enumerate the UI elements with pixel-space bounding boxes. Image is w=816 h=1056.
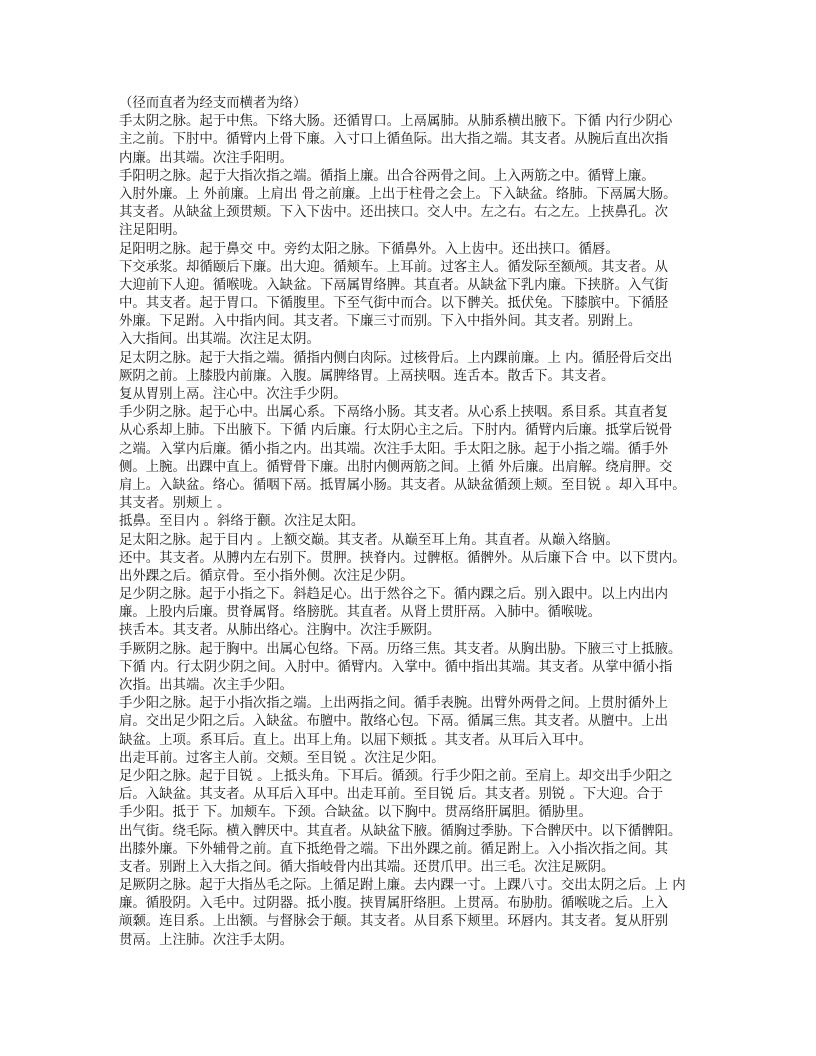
document-subtitle: （径而直者为经支而横者为络） bbox=[119, 96, 307, 111]
text-line: 足少阴之脉。起于小指之下。斜趋足心。出于然谷之下。循内踝之后。别入跟中。以上内出内 bbox=[119, 587, 669, 603]
text-line: 其支者。从缺盆上颈贯颊。下入下齿中。还出挟口。交人中。左之右。右之左。上挟鼻孔。次 bbox=[119, 205, 669, 221]
text-line: 足厥阴之脉。起于大指丛毛之际。上循足跗上廉。去内踝一寸。上踝八寸。交出太阴之后。上 内 bbox=[119, 878, 686, 894]
text-line: 次指。出其端。次主手少阳。 bbox=[119, 678, 294, 693]
text-line: 出气街。绕毛际。横入髀厌中。其直者。从缺盆下腋。循胸过季胁。下合髀厌中。以下循髀阳。 bbox=[119, 823, 682, 839]
text-line: 支者。别跗上入大指之间。循大指岐骨内出其端。还贯爪甲。出三毛。次注足厥阴。 bbox=[119, 859, 615, 875]
text-line: 注足阳明。 bbox=[119, 223, 186, 239]
document-page bbox=[119, 95, 709, 950]
text-line: 内廉。出其端。次注手阳明。 bbox=[119, 150, 294, 166]
text-line: 廉。上股内后廉。贯脊属肾。络膀胱。其直者。从肾上贯肝鬲。入肺中。循喉咙。 bbox=[119, 605, 602, 621]
text-line: 手少阳。抵于 下。加颊车。下颈。合缺盆。以下胸中。贯鬲络肝属胆。循胁里。 bbox=[119, 805, 592, 821]
text-line: 从心系却上肺。下出腋下。下循 内后廉。行太阴心主之后。下肘内。循臂内后廉。抵掌后锐骨 bbox=[119, 423, 673, 439]
text-line: 足阳明之脉。起于鼻交 中。旁约太阳之脉。下循鼻外。入上齿中。还出挟口。循唇。 bbox=[119, 241, 619, 257]
text-line: 大迎前下人迎。循喉咙。入缺盆。下鬲属胃络脾。其直者。从缺盆下乳内廉。下挟脐。入气街 bbox=[119, 277, 669, 293]
text-line: 手太阴之脉。起于中焦。下络大肠。还循胃口。上鬲属肺。从肺系横出腋下。下循 内行少阴心 bbox=[119, 114, 673, 130]
text-line: 外廉。下足跗。入中指内间。其支者。下廉三寸而别。下入中指外间。其支者。别跗上。 bbox=[119, 314, 642, 330]
text-line: 足少阳之脉。起于目锐 。上抵头角。下耳后。循颈。行手少阳之前。至肩上。却交出手少阳之 bbox=[119, 768, 673, 784]
text-line: 其支者。别颊上 。 bbox=[119, 496, 231, 512]
text-line: 主之前。下肘中。循臂内上骨下廉。入寸口上循鱼际。出大指之端。其支者。从腕后直出次指 bbox=[119, 132, 669, 148]
text-line: 抵鼻。至目内 。斜络于颧。次注足太阳。 bbox=[119, 514, 365, 530]
text-line: 肩。交出足少阳之后。入缺盆。布膻中。散络心包。下鬲。循属三焦。其支者。从膻中。上出 bbox=[119, 714, 669, 730]
text-line: 侧。上腕。出踝中直上。循臂骨下廉。出肘内侧两筋之间。上循 外后廉。出肩解。绕肩胛。交 bbox=[119, 459, 673, 475]
text-line: 手厥阴之脉。起于胸中。出属心包络。下鬲。历络三焦。其支者。从胸出胁。下腋三寸上抵腋。 bbox=[119, 641, 682, 657]
text-line: 中。其支者。起于胃口。下循腹里。下至气街中而合。以下髀关。抵伏兔。下膝膑中。下循胫 bbox=[119, 296, 669, 312]
text-line: 入大指间。出其端。次注足太阴。 bbox=[119, 332, 320, 348]
text-line: 手阳明之脉。起于大指次指之端。循指上廉。出合谷两骨之间。上入两筋之中。循臂上廉。 bbox=[119, 168, 655, 184]
text-line: 贯鬲。上注肺。次注手太阴。 bbox=[119, 932, 294, 948]
text-line: 肩上。入缺盆。络心。循咽下鬲。抵胃属小肠。其支者。从缺盆循颈上颊。至目锐 。却入耳中。 bbox=[119, 477, 686, 493]
text-line: 挟舌本。其支者。从肺出络心。注胸中。次注手厥阴。 bbox=[119, 623, 441, 639]
text-line: 后。入缺盆。其支者。从耳后入耳中。出走耳前。至目锐 后。其支者。别锐 。下大迎。合于 bbox=[119, 787, 664, 803]
text-line: 手少阴之脉。起于心中。出属心系。下鬲络小肠。其支者。从心系上挟咽。系目系。其直者复 bbox=[119, 405, 669, 421]
text-line: 复从胃别上鬲。注心中。次注手少阴。 bbox=[119, 387, 347, 402]
text-line: 下循 内。行太阴少阴之间。入肘中。循臂内。入掌中。循中指出其端。其支者。从掌中循小指 bbox=[119, 659, 673, 675]
text-line: 足太阴之脉。起于大指之端。循指内侧白肉际。过核骨后。上内踝前廉。上 内。循胫骨后交出 bbox=[119, 350, 673, 366]
text-line: 足太阳之脉。起于目内 。上额交巅。其支者。从巅至耳上角。其直者。从巅入络脑。 bbox=[119, 532, 619, 548]
text-line: 出外踝之后。循京骨。至小指外侧。次注足少阴。 bbox=[119, 568, 414, 584]
text-line: 出膝外廉。下外辅骨之前。直下抵绝骨之端。下出外踝之前。循足跗上。入小指次指之间。其 bbox=[119, 841, 669, 857]
text-line: 颃颡。连目系。上出额。与督脉会于颠。其支者。从目系下颊里。环唇内。其支者。复从肝别 bbox=[119, 914, 669, 930]
text-line: 缺盆。上项。系耳后。直上。出耳上角。以屈下颊抵 。其支者。从耳后入耳中。 bbox=[119, 732, 592, 748]
text-line: 下交承浆。却循颐后下廉。出大迎。循颊车。上耳前。过客主人。循发际至额颅。其支者。从 bbox=[119, 259, 669, 275]
text-line: 之端。入掌内后廉。循小指之内。出其端。次注手太阳。手太阳之脉。起于小指之端。循手外 bbox=[119, 441, 669, 457]
text-line: 出走耳前。过客主人前。交颊。至目锐 。次注足少阳。 bbox=[119, 750, 445, 766]
text-line: 入肘外廉。上 外前廉。上肩出 骨之前廉。上出于柱骨之会上。下入缺盆。络肺。下鬲属大肠。 bbox=[119, 186, 677, 202]
text-line: 还中。其支者。从膊内左右别下。贯胛。挟脊内。过髀枢。循髀外。从后廉下合 中。以下贯内。 bbox=[119, 550, 686, 566]
text-line: 厥阴之前。上膝股内前廉。入腹。属脾络胃。上鬲挟咽。连舌本。散舌下。其支者。 bbox=[119, 368, 615, 384]
text-line: 廉。循股阴。入毛中。过阴器。抵小腹。挟胃属肝络胆。上贯鬲。布胁肋。循喉咙之后。上入 bbox=[119, 896, 669, 912]
text-line: 手少阳之脉。起于小指次指之端。上出两指之间。循手表腕。出臂外两骨之间。上贯肘循外上 bbox=[119, 696, 669, 712]
